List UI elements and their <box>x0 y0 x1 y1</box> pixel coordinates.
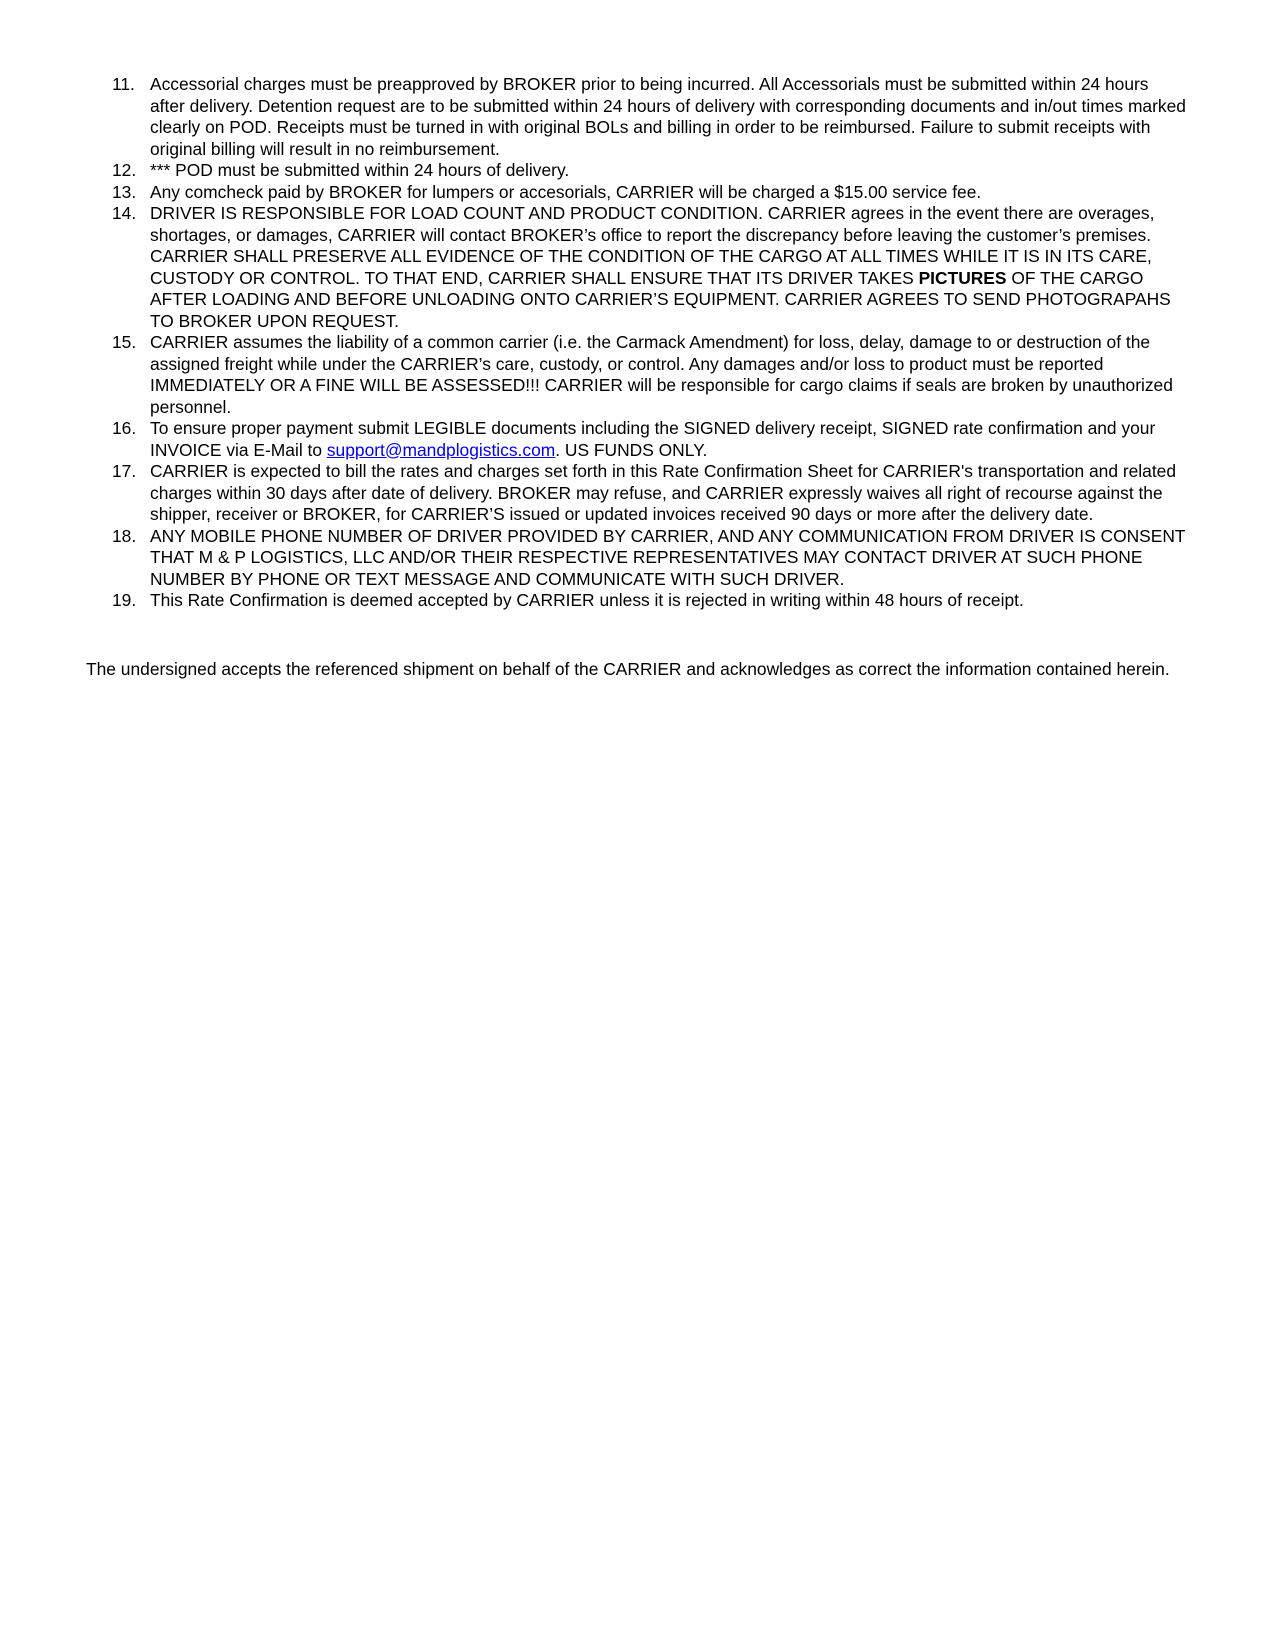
term-text: Accessorial charges must be preapproved by BROKER prior to being incurred. All Accessorials must be submitted within 24 hours after delivery. Detention request are to be submitted within 24 hours of delivery with corresponding documents and in/out times marked clearly on POD. Receipts must be turned in with original BOLs and billing in order to be reimbursed. Failure to submit receipts with original billing will result in no reimbursement. <box>150 74 1186 159</box>
term-text: ANY MOBILE PHONE NUMBER OF DRIVER PROVIDED BY CARRIER, AND ANY COMMUNICATION FROM DRIVER IS CONSENT THAT M & P LOGISTICS, LLC AND/OR THEIR RESPECTIVE REPRESENTATIVES MAY CONTACT DRIVER AT SUCH PHONE NUMBER BY PHONE OR TEXT MESSAGE AND COMMUNICATE WITH SUCH DRIVER. <box>150 525 1186 589</box>
term-11 <box>108 74 1188 160</box>
term-19 <box>108 590 1188 612</box>
term-17 <box>108 461 1188 526</box>
term-number: 14. <box>112 203 137 223</box>
term-number: 11. <box>112 74 135 94</box>
term-15 <box>108 332 1188 418</box>
term-number: 18. <box>112 525 137 546</box>
term-18 <box>108 526 1188 591</box>
term-text: CARRIER assumes the liability of a common carrier (i.e. the Carmack Amendment) for loss, delay, damage to or destruction of the assigned freight while under the CARRIER’s care, custody, or control. Any damages and/or loss to product must be reported IMMEDIATELY OR A FINE WILL BE ASSESSED!!! CARRIER will be responsible for cargo claims if seals are broken by unauthorized personnel. <box>150 332 1173 417</box>
term-13 <box>108 182 1188 204</box>
term-text: This Rate Confirmation is deemed accepted by CARRIER unless it is rejected in writing within 48 hours of receipt. <box>150 590 1024 610</box>
terms-list <box>108 74 1188 612</box>
term-14 <box>108 203 1188 332</box>
term-number: 13. <box>112 181 137 202</box>
acceptance-statement: The undersigned accepts the referenced shipment on behalf of the CARRIER and acknowledges as correct the information contained herein. <box>86 659 1170 679</box>
term-number: 19. <box>112 590 137 610</box>
term-text <box>150 203 1171 331</box>
term-number: 12. <box>112 160 137 180</box>
term-number: 17. <box>112 461 137 481</box>
term-text-before: DRIVER IS RESPONSIBLE FOR LOAD COUNT AND PRODUCT CONDITION. CARRIER agrees in the event there are overages, shortages, or damages, CARRIER will contact BROKER’s office to report the discrepancy before leaving the customer’s premises. CARRIER SHALL PRESERVE ALL EVIDENCE OF THE CONDITION OF THE CARGO AT ALL TIMES WHILE IT IS IN ITS CARE, CUSTODY OR CONTROL. TO THAT END, CARRIER SHALL ENSURE THAT ITS DRIVER TAKES <box>150 203 1155 288</box>
term-text-after: OF THE CARGO AFTER LOADING AND BEFORE UNLOADING ONTO CARRIER’S EQUIPMENT. CARRIER AGREES TO SEND PHOTOGRAPAHS TO BROKER UPON REQUEST. <box>150 267 1171 331</box>
term-number: 15. <box>112 332 137 352</box>
term-text-bold: PICTURES <box>918 267 1007 288</box>
term-text: *** POD must be submitted within 24 hours of delivery. <box>150 160 570 180</box>
term-text-after: . US FUNDS ONLY. <box>555 439 708 460</box>
support-email-link[interactable]: support@mandplogistics.com <box>326 439 556 460</box>
term-text <box>150 418 1155 460</box>
term-text-before: To ensure proper payment submit LEGIBLE documents including the SIGNED delivery receipt, SIGNED rate confirmation and your INVOICE via E-Mail to <box>150 418 1156 460</box>
term-12 <box>108 160 1188 182</box>
term-16 <box>108 418 1188 461</box>
term-number: 16. <box>112 418 137 438</box>
term-text: Any comcheck paid by BROKER for lumpers or accesorials, CARRIER will be charged a $15.00 service fee. <box>150 181 982 202</box>
term-text: CARRIER is expected to bill the rates and charges set forth in this Rate Confirmation Sheet for CARRIER's transportation and related charges within 30 days after date of delivery. BROKER may refuse, and CARRIER expressly waives all right of recourse against the shipper, receiver or BROKER, for CARRIER’S issued or updated invoices received 90 days or more after the delivery date. <box>150 461 1176 524</box>
